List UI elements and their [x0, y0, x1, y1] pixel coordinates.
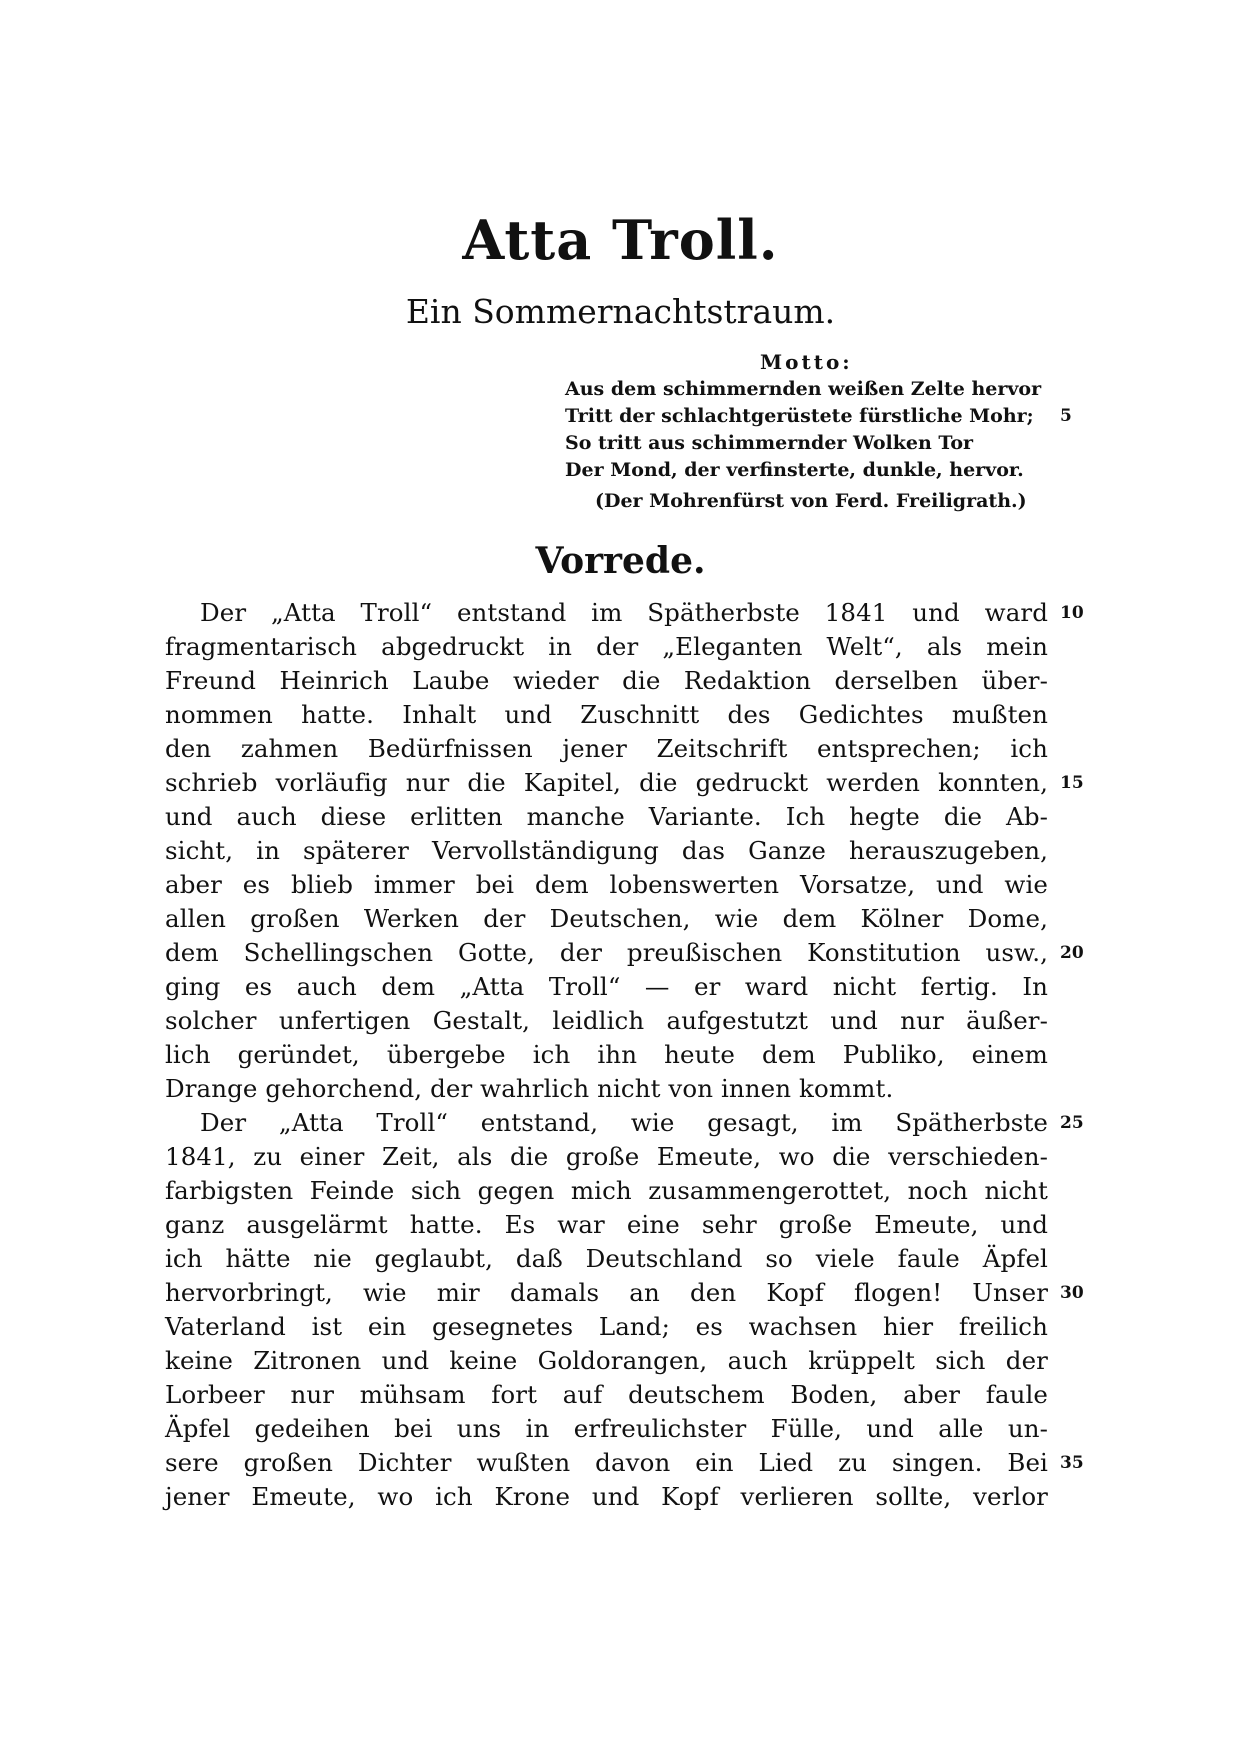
section-heading: Vorrede.	[535, 540, 706, 582]
text-line: fragmentarisch abgedruckt in der „Eleganten Welt“, als mein	[165, 632, 1048, 661]
page-subtitle: Ein Sommernachtstraum.	[405, 292, 836, 331]
motto-line: Aus dem schimmernden weißen Zelte hervor	[565, 378, 1042, 400]
text-line: Der „Atta Troll“ entstand, wie gesagt, im Spätherbste	[200, 1108, 1048, 1137]
motto-line: Tritt der schlachtgerüstete fürstliche Mohr;	[565, 405, 1034, 427]
text-line: dem Schellingschen Gotte, der preußischen Konstitution usw.,	[165, 938, 1048, 967]
text-line: Äpfel gedeihen bei uns in erfreulichster Fülle, und alle un-	[165, 1414, 1048, 1443]
text-line: Der „Atta Troll“ entstand im Spätherbste 1841 und ward	[200, 598, 1048, 627]
motto-source: (Der Mohrenfürst von Ferd. Freiligrath.)	[595, 490, 1027, 512]
text-line: lich geründet, übergebe ich ihn heute dem Publiko, einem	[165, 1040, 1048, 1069]
text-line: aber es blieb immer bei dem lobenswerten Vorsatze, und wie	[165, 870, 1048, 899]
text-line: Freund Heinrich Laube wieder die Redaktion derselben über-	[165, 666, 1048, 695]
text-line: hervorbringt, wie mir damals an den Kopf flogen! Unser	[165, 1278, 1048, 1307]
text-line: ich hätte nie geglaubt, daß Deutschland so viele faule Äpfel	[165, 1244, 1048, 1273]
line-number: 25	[1060, 1113, 1084, 1133]
text-line: und auch diese erlitten manche Variante. Ich hegte die Ab-	[165, 802, 1048, 831]
text-line: sicht, in späterer Vervollständigung das Ganze herauszugeben,	[165, 836, 1048, 865]
line-number: 20	[1060, 943, 1084, 963]
text-line: den zahmen Bedürfnissen jener Zeitschrift entsprechen; ich	[165, 734, 1048, 763]
line-number: 5	[1060, 406, 1072, 426]
text-line: Lorbeer nur mühsam fort auf deutschem Boden, aber faule	[165, 1380, 1048, 1409]
motto-line: Der Mond, der verfinsterte, dunkle, hervor.	[565, 459, 1024, 481]
text-line: solcher unfertigen Gestalt, leidlich aufgestutzt und nur äußer-	[165, 1006, 1048, 1035]
line-number: 30	[1060, 1283, 1084, 1303]
line-number: 10	[1060, 603, 1084, 623]
motto-line: So tritt aus schimmernder Wolken Tor	[565, 432, 974, 454]
line-number: 35	[1060, 1453, 1084, 1473]
text-line: ging es auch dem „Atta Troll“ — er ward nicht fertig. In	[165, 972, 1048, 1001]
text-line: nommen hatte. Inhalt und Zuschnitt des Gedichtes mußten	[165, 700, 1048, 729]
page-title: Atta Troll.	[462, 208, 779, 272]
text-line: ganz ausgelärmt hatte. Es war eine sehr große Emeute, und	[165, 1210, 1048, 1239]
motto-label: Motto:	[760, 350, 853, 374]
text-line: jener Emeute, wo ich Krone und Kopf verlieren sollte, verlor	[165, 1482, 1048, 1511]
text-line: 1841, zu einer Zeit, als die große Emeute, wo die verschieden-	[165, 1142, 1048, 1171]
text-line: Vaterland ist ein gesegnetes Land; es wachsen hier freilich	[165, 1312, 1048, 1341]
text-line: schrieb vorläufig nur die Kapitel, die gedruckt werden konnten,	[165, 768, 1048, 797]
text-line: farbigsten Feinde sich gegen mich zusammengerottet, noch nicht	[165, 1176, 1048, 1205]
text-line: allen großen Werken der Deutschen, wie dem Kölner Dome,	[165, 904, 1048, 933]
text-line: keine Zitronen und keine Goldorangen, auch krüppelt sich der	[165, 1346, 1048, 1375]
line-number: 15	[1060, 773, 1084, 793]
text-line: sere großen Dichter wußten davon ein Lied zu singen. Bei	[165, 1448, 1048, 1477]
text-line: Drange gehorchend, der wahrlich nicht von innen kommt.	[165, 1074, 894, 1103]
